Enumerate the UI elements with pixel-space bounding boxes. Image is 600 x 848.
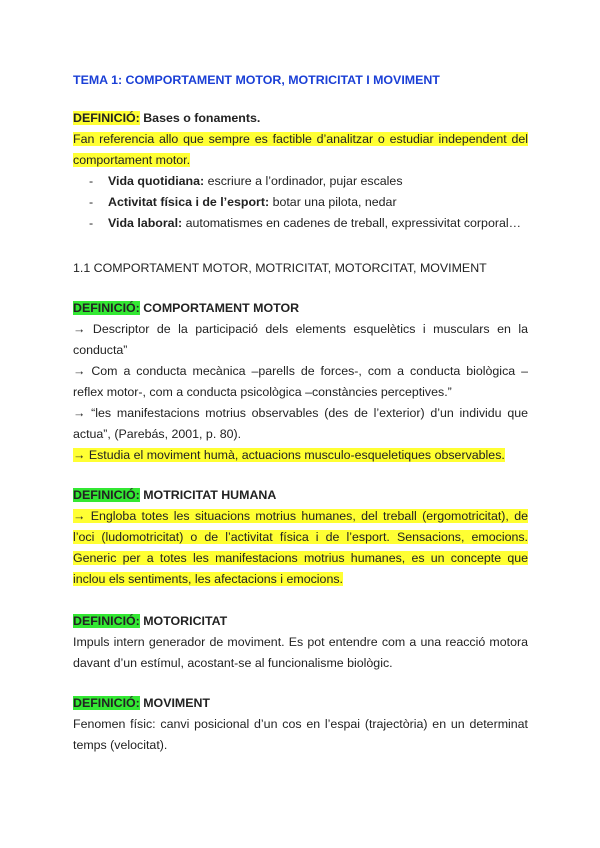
definition-label: DEFINICIÓ:: [73, 111, 140, 125]
definition-heading: [73, 485, 528, 506]
definition-paragraph: → Com a conducta mecànica –parells de forces-, com a conducta biològica –reflex motor-, com a conducta psicològica –constàncies perceptives.”: [73, 364, 528, 399]
definition-paragraph-highlighted: → Engloba totes les situacions motrius humanes, del treball (ergomotricitat), de l’oci (ludomotricitat) o de l’activitat física i de l’esport. Sensacions, emocions. Generic per a totes les manifestacions motrius humanes, es un concepte que inclou els sentiments, les afectacions i emocions.: [73, 509, 528, 586]
item-text: botar una pilota, nedar: [272, 195, 397, 209]
definition-paragraph: Impuls intern generador de moviment. Es pot entendre com a una reacció motora davant d’un estímul, acostant-se al funcionalisme biològic.: [73, 635, 528, 670]
list-item: [73, 192, 528, 213]
definition-heading: [73, 611, 528, 632]
definition-moviment: [73, 693, 528, 756]
bullet-dash: -: [89, 195, 94, 209]
definition-motoricitat: [73, 611, 528, 674]
definition-label: DEFINICIÓ:: [73, 614, 140, 628]
bullet-dash: -: [89, 174, 94, 188]
definition-paragraph-highlighted: → Estudia el moviment humà, actuacions musculo-esqueletiques observables.: [73, 448, 505, 462]
definition-comportament-motor: [73, 298, 528, 466]
definition-text: Fan referencia allo que sempre es factible d’analitzar o estudiar independent del comportament motor.: [73, 132, 528, 167]
definition-title: COMPORTAMENT MOTOR: [143, 301, 300, 315]
definition-heading: [73, 298, 528, 319]
definition-title: MOTRICITAT HUMANA: [143, 488, 277, 502]
definition-label: DEFINICIÓ:: [73, 696, 140, 710]
item-text: escriure a l’ordinador, pujar escales: [207, 174, 403, 188]
examples-list: [73, 171, 528, 234]
definition-motricitat-humana: [73, 485, 528, 590]
item-term: Vida laboral:: [108, 216, 183, 230]
definition-heading: [73, 108, 528, 129]
definition-title: MOTORICITAT: [143, 614, 228, 628]
definition-title: Bases o fonaments.: [143, 111, 261, 125]
definition-label: DEFINICIÓ:: [73, 488, 140, 502]
list-item: [73, 171, 528, 192]
bullet-dash: -: [89, 216, 94, 230]
definition-bases: [73, 108, 528, 234]
definition-title: MOVIMENT: [143, 696, 211, 710]
definition-paragraph: → Descriptor de la participació dels elements esquelètics i musculars en la conducta”: [73, 322, 528, 357]
definition-paragraph: Fenomen físic: canvi posicional d’un cos en l’espai (trajectòria) en un determinat temps (velocitat).: [73, 717, 528, 752]
item-term: Activitat física i de l’esport:: [108, 195, 270, 209]
item-text: automatismes en cadenes de treball, expressivitat corporal…: [185, 216, 521, 230]
definition-paragraph: → “les manifestacions motrius observables (des de l’exterior) d’un individu que actua”, (Parebás, 2001, p. 80).: [73, 406, 528, 441]
definition-label: DEFINICIÓ:: [73, 301, 140, 315]
document-title: TEMA 1: COMPORTAMENT MOTOR, MOTRICITAT I MOVIMENT: [73, 73, 440, 87]
definition-heading: [73, 693, 528, 714]
list-item: [73, 213, 528, 234]
section-subheading: 1.1 COMPORTAMENT MOTOR, MOTRICITAT, MOTORCITAT, MOVIMENT: [73, 261, 487, 275]
item-term: Vida quotidiana:: [108, 174, 205, 188]
